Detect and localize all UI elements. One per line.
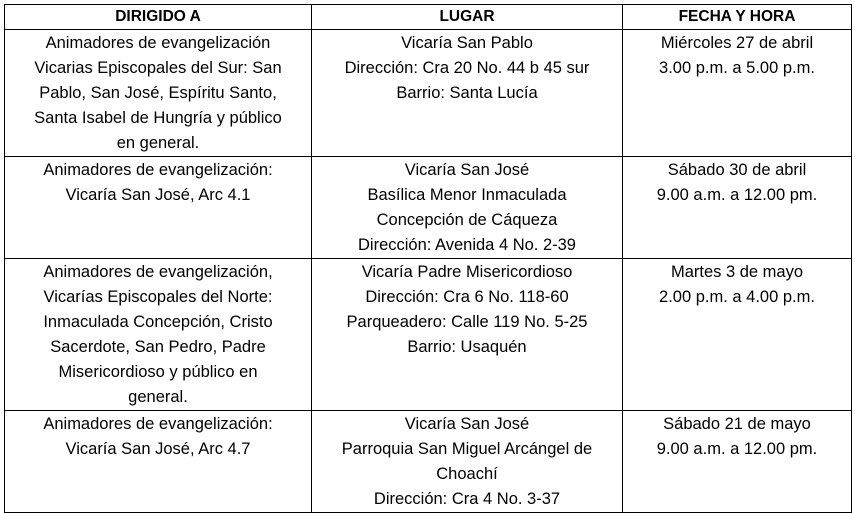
header-fecha: FECHA Y HORA: [623, 5, 852, 30]
cell-fecha: [623, 411, 852, 513]
header-lugar: LUGAR: [312, 5, 623, 30]
cell-line: Dirección: Cra 20 No. 44 b 45 sur: [344, 59, 590, 77]
cell-line: Dirección: Avenida 4 No. 2-39: [358, 236, 576, 254]
cell-dirigido: [5, 157, 312, 259]
cell-line: Santa Isabel de Hungría y público: [34, 109, 282, 127]
cell-fecha: [623, 259, 852, 411]
cell-line: 2.00 p.m. a 4.00 p.m.: [659, 288, 815, 306]
cell-lugar: [312, 30, 623, 157]
cell-line: Barrio: Santa Lucía: [396, 84, 538, 102]
table-row: [5, 411, 852, 513]
cell-line: Sábado 21 de mayo: [663, 415, 811, 433]
cell-line: Pablo, San José, Espíritu Santo,: [39, 84, 277, 102]
cell-line: Basílica Menor Inmaculada: [367, 186, 567, 204]
table-row: [5, 30, 852, 157]
table-row: [5, 157, 852, 259]
cell-dirigido: [5, 30, 312, 157]
cell-lugar: [312, 411, 623, 513]
cell-lugar: [312, 259, 623, 411]
cell-line: Miércoles 27 de abril: [660, 34, 814, 52]
cell-line: Vicaría San José, Arc 4.1: [65, 186, 251, 204]
cell-line: Vicaría San Pablo: [401, 34, 533, 52]
cell-line: Vicaría San José: [404, 161, 530, 179]
cell-fecha: [623, 30, 852, 157]
header-dirigido: DIRIGIDO A: [5, 5, 312, 30]
cell-line: 9.00 a.m. a 12.00 pm.: [656, 440, 818, 458]
cell-line: Dirección: Cra 4 No. 3-37: [373, 490, 561, 508]
schedule-table: [4, 4, 852, 513]
header-row: [5, 5, 852, 30]
cell-dirigido: [5, 411, 312, 513]
cell-line: Sacerdote, San Pedro, Padre: [50, 338, 266, 356]
cell-line: Sábado 30 de abril: [667, 161, 807, 179]
cell-line: en general.: [116, 134, 200, 152]
cell-line: Choachí: [436, 465, 498, 483]
cell-line: Barrio: Usaquén: [407, 338, 527, 356]
cell-line: Martes 3 de mayo: [670, 263, 804, 281]
cell-line: Concepción de Cáqueza: [376, 211, 558, 229]
cell-line: Inmaculada Concepción, Cristo: [43, 313, 273, 331]
cell-line: Parqueadero: Calle 119 No. 5-25: [346, 313, 588, 331]
table-row: [5, 259, 852, 411]
cell-line: Misericordioso y público en: [58, 363, 258, 381]
cell-line: Parroquia San Miguel Arcángel de: [341, 440, 593, 458]
cell-line: Vicaría San José: [404, 415, 530, 433]
cell-line: Vicaría San José, Arc 4.7: [65, 440, 251, 458]
cell-line: 9.00 a.m. a 12.00 pm.: [656, 186, 818, 204]
cell-line: Animadores de evangelización: [45, 34, 271, 52]
cell-dirigido: [5, 259, 312, 411]
cell-line: Animadores de evangelización:: [43, 161, 273, 179]
cell-line: Vicaría Padre Misericordioso: [361, 263, 573, 281]
cell-line: 3.00 p.m. a 5.00 p.m.: [659, 59, 815, 77]
cell-lugar: [312, 157, 623, 259]
cell-line: general.: [128, 388, 188, 406]
cell-fecha: [623, 157, 852, 259]
cell-line: Dirección: Cra 6 No. 118-60: [365, 288, 569, 306]
cell-line: Animadores de evangelización,: [43, 263, 273, 281]
cell-line: Animadores de evangelización:: [43, 415, 273, 433]
cell-line: Vicarías Episcopales del Norte:: [43, 288, 273, 306]
cell-line: Vicarias Episcopales del Sur: San: [34, 59, 282, 77]
